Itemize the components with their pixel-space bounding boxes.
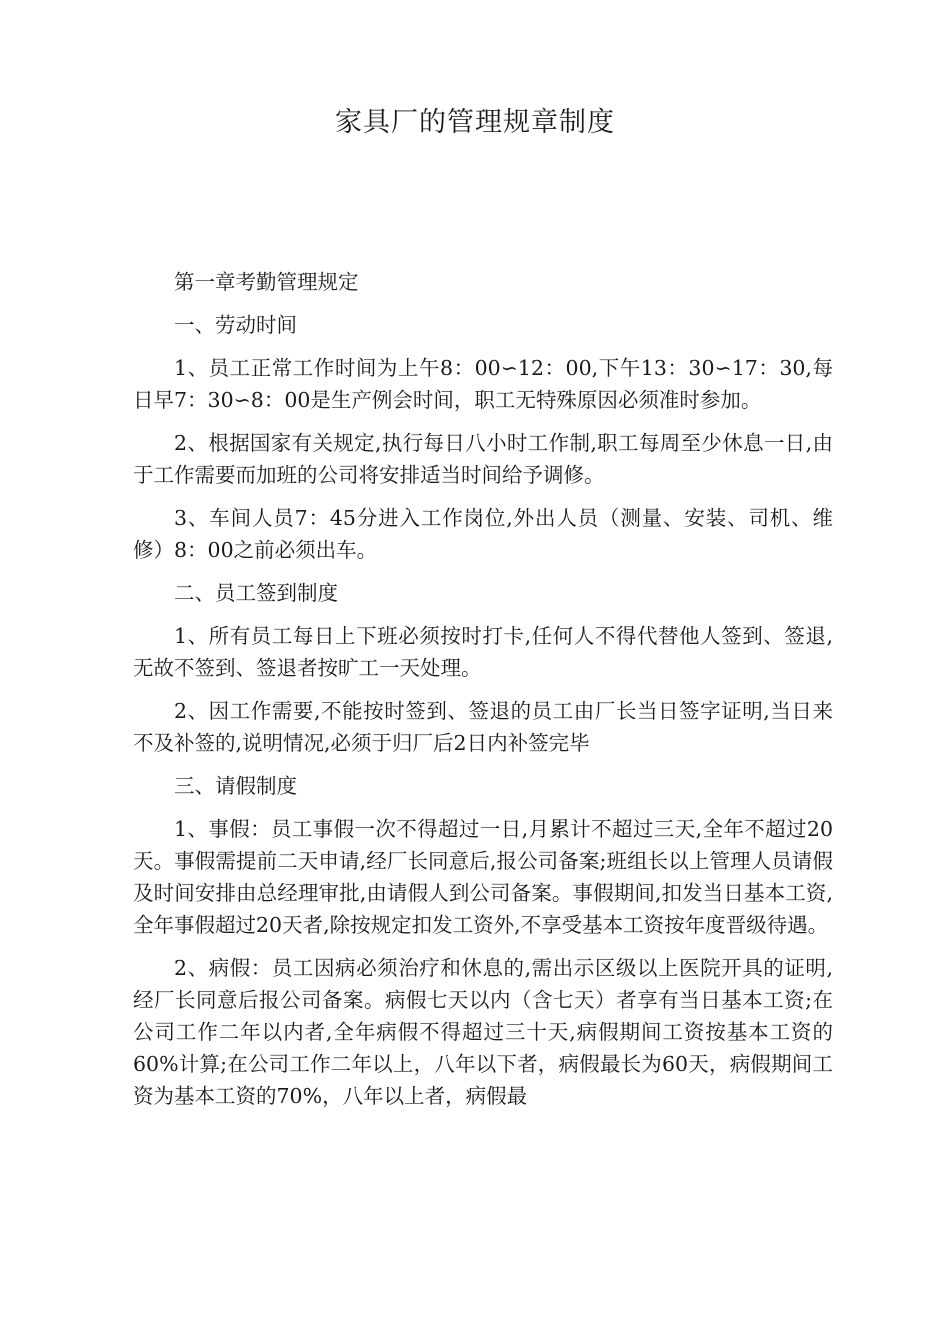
section-heading-leave: 三、请假制度 (174, 774, 297, 798)
paragraph: 1、员工正常工作时间为上午8：00∽12：00,下午13：30∽17：30,每日早7：30∽8：00是生产例会时间，职工无特殊原因必须准时参加。 (133, 356, 833, 412)
paragraph: 2、因工作需要,不能按时签到、签退的员工由厂长当日签字证明,当日来不及补签的,说明情况,必须于归厂后2日内补签完毕 (133, 699, 833, 755)
chapter-heading: 第一章考勤管理规定 (174, 270, 359, 294)
document-body (133, 266, 833, 1123)
section-heading-working-hours: 一、劳动时间 (174, 313, 297, 337)
paragraph: 1、事假：员工事假一次不得超过一日,月累计不超过三天,全年不超过20天。事假需提前二天申请,经厂长同意后,报公司备案;班组长以上管理人员请假及时间安排由总经理审批,由请假人到公司备案。事假期间,扣发当日基本工资,全年事假超过20天者,除按规定扣发工资外,不享受基本工资按年度晋级待遇。 (133, 817, 833, 937)
paragraph: 3、车间人员7：45分进入工作岗位,外出人员（测量、安装、司机、维修）8：00之前必须出车。 (133, 506, 833, 562)
paragraph: 2、根据国家有关规定,执行每日八小时工作制,职工每周至少休息一日,由于工作需要而加班的公司将安排适当时间给予调修。 (133, 431, 833, 487)
paragraph: 2、病假：员工因病必须治疗和休息的,需出示区级以上医院开具的证明,经厂长同意后报公司备案。病假七天以内（含七天）者享有当日基本工资;在公司工作二年以内者,全年病假不得超过三十天,病假期间工资按基本工资的60%计算;在公司工作二年以上，八年以下者，病假最长为60天，病假期间工资为基本工资的70%，八年以上者，病假最 (133, 956, 833, 1108)
section-heading-sign-in: 二、员工签到制度 (174, 581, 338, 605)
document-title: 家具厂的管理规章制度 (335, 107, 615, 138)
paragraph: 1、所有员工每日上下班必须按时打卡,任何人不得代替他人签到、签退,无故不签到、签退者按旷工一天处理。 (133, 624, 833, 680)
